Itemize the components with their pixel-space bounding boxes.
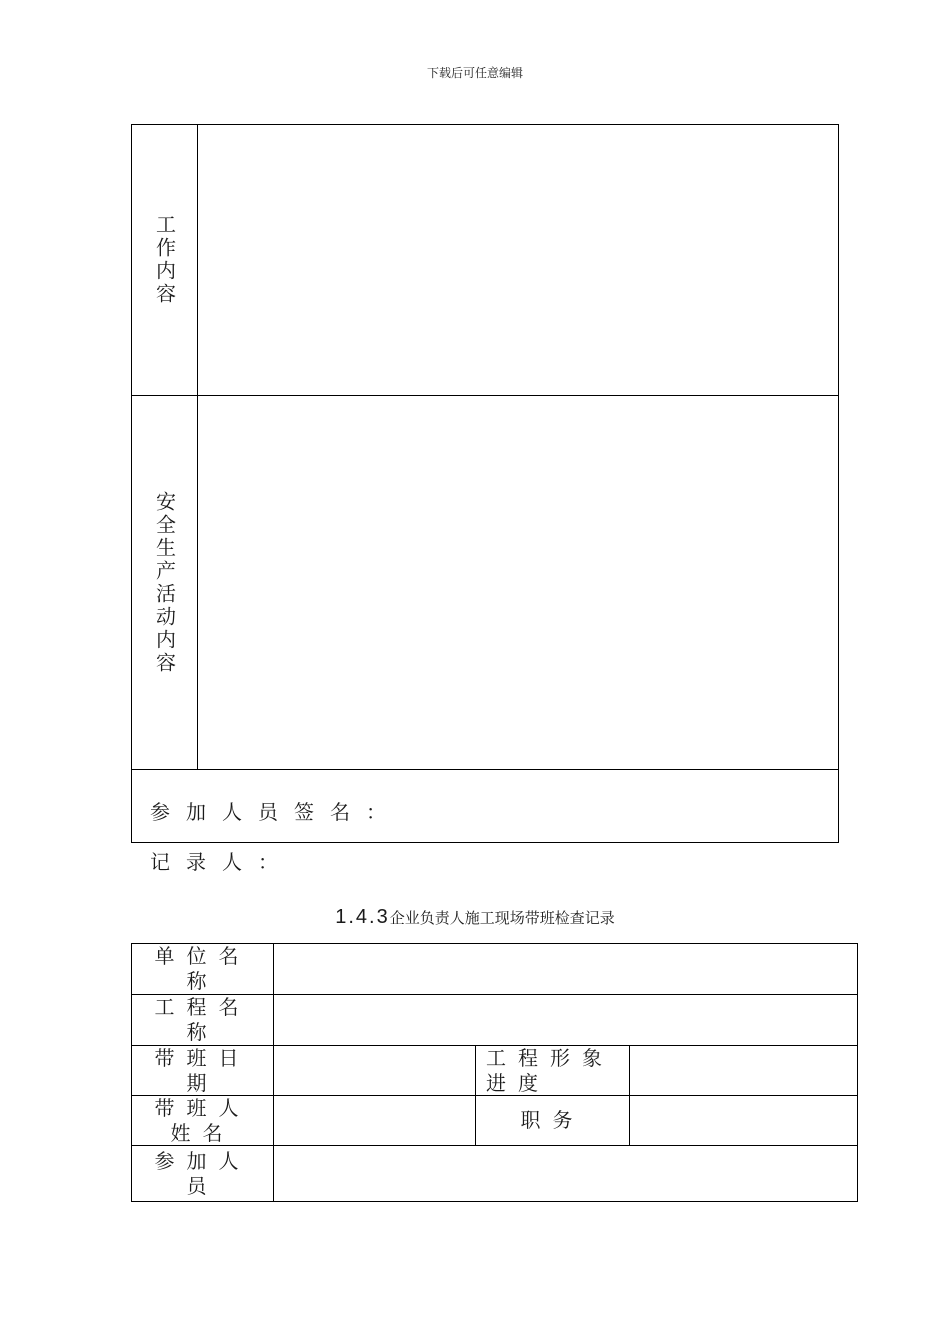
leader-name-label-cell <box>132 1096 274 1145</box>
work-content-label: 工作内容 <box>152 214 177 306</box>
safety-activity-row <box>132 396 838 770</box>
progress-label: 工程形象进度 <box>486 1045 614 1095</box>
header-note: 下载后可任意编辑 <box>426 66 523 80</box>
unit-name-label: 单位名称 <box>154 944 251 993</box>
recorder-label: 记录人： <box>150 850 294 874</box>
safety-activity-label: 安全生产活动内容 <box>152 490 177 675</box>
shift-date-label: 带班日期 <box>154 1045 251 1095</box>
participants-label-cell <box>132 1146 274 1201</box>
shift-date-row <box>132 1046 857 1096</box>
leader-row <box>132 1096 857 1146</box>
unit-name-row <box>132 944 857 995</box>
progress-field[interactable] <box>630 1046 857 1095</box>
section-title-text: 企业负责人施工现场带班检查记录 <box>389 909 615 927</box>
section-title <box>0 906 950 929</box>
participants-field[interactable] <box>274 1146 857 1201</box>
participants-row <box>132 1146 857 1201</box>
participants-signature-row[interactable] <box>132 770 838 843</box>
project-name-label: 工程名称 <box>154 995 251 1044</box>
project-name-label-cell <box>132 995 274 1045</box>
shift-date-field[interactable] <box>274 1046 476 1095</box>
shift-date-label-cell <box>132 1046 274 1095</box>
position-field[interactable] <box>630 1096 857 1145</box>
work-content-field[interactable] <box>198 125 838 395</box>
position-label-cell <box>476 1096 630 1145</box>
safety-activity-label-cell <box>132 396 198 769</box>
progress-label-cell <box>476 1046 630 1095</box>
safety-activity-field[interactable] <box>198 396 838 769</box>
inspection-table <box>131 943 858 1202</box>
work-content-row <box>132 125 838 396</box>
project-name-field[interactable] <box>274 995 857 1045</box>
position-label: 职务 <box>520 1108 585 1132</box>
work-content-label-cell <box>132 125 198 395</box>
project-name-row <box>132 995 857 1046</box>
section-number: 1.4.3 <box>335 906 390 928</box>
unit-name-label-cell <box>132 944 274 994</box>
work-log-table <box>131 124 839 843</box>
participants-signature-label: 参加人员签名： <box>150 800 402 824</box>
participants-label: 参加人员 <box>154 1148 251 1198</box>
leader-name-label: 带班人姓名 <box>154 1095 251 1145</box>
unit-name-field[interactable] <box>274 944 857 994</box>
leader-name-field[interactable] <box>274 1096 476 1145</box>
